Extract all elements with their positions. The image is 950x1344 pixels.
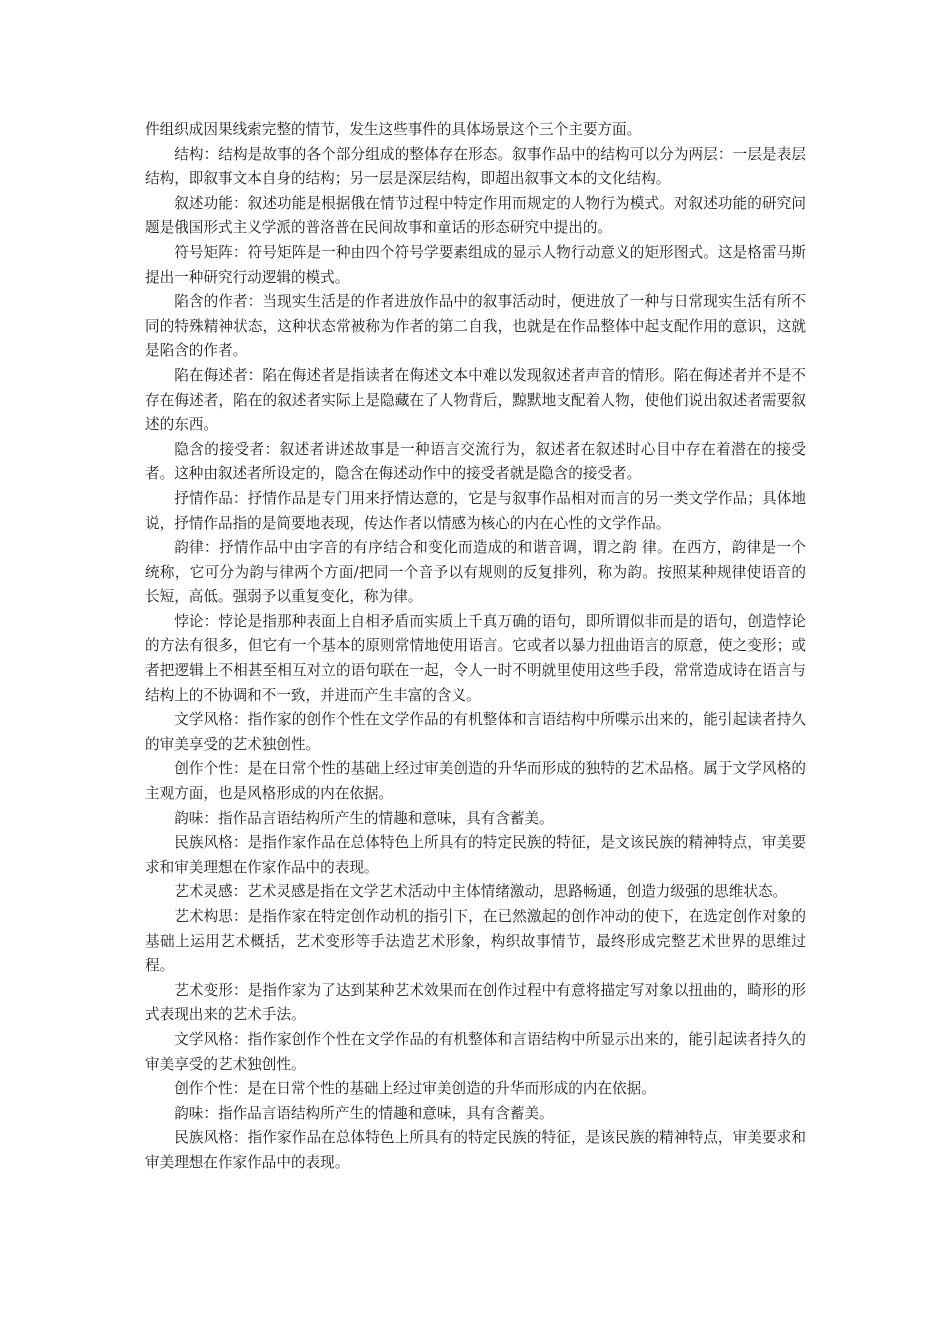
paragraph: 创作个性：是在日常个性的基础上经过审美创造的升华而形成的内在依据。 bbox=[174, 1080, 656, 1098]
paragraph: 民族风格：是指作家作品在总体特色上所具有的特定民族的特征，是文该民族的精神特点，审美要求和审美理想在作家作品中的表现。 bbox=[145, 834, 806, 876]
page-body bbox=[145, 118, 806, 1176]
paragraph: 隐含的接受者：叙述者讲述故事是一种语言交流行为，叙述者在叙述时心目中存在着潜在的接受者。这种由叙述者所设定的，隐含在侮述动作中的接受者就是隐含的接受者。 bbox=[145, 440, 806, 483]
paragraph: 叙述功能：叙述功能是根据俄在情节过程中特定作用而规定的人物行为模式。对叙述功能的研究问题是俄国形式主义学派的普洛普在民间故事和童话的形态研究中提出的。 bbox=[145, 194, 806, 237]
paragraph: 艺术灵感：艺术灵感是指在文学艺术活动中主体情绪激动，思路畅通，创造力级强的思维状态。 bbox=[174, 883, 788, 901]
paragraph: 符号矩阵：符号矩阵是一种由四个符号学要素组成的显示人物行动意义的矩形图式。这是格雷马斯提出一种研究行动逻辑的模式。 bbox=[145, 243, 806, 286]
paragraph: 陷在侮述者：陷在侮述者是指读者在侮述文本中难以发现叙述者声音的情形。陷在侮述者并不是不存在侮述者，陷在的叙述者实际上是隐藏在了人物背后，黥默地支配着人物，使他们说出叙述者需要叙述的东西。 bbox=[145, 366, 806, 434]
paragraph: 文学风格：指作家的创作个性在文学作品的有机整体和言语结构中所喋示出来的，能引起读者持久的审美享受的艺术独创性。 bbox=[145, 711, 806, 753]
paragraph: 韵味：指作品言语结构所产生的情趣和意味，具有含蓄美。 bbox=[174, 809, 554, 827]
paragraph: 艺术构思：是指作家在特定创作动机的指引下，在已然激起的创作冲动的使下，在选定创作对象的基础上运用艺术概括，艺术变形等手法造艺术形象，构织故事情节，最终形成完整艺术世界的思维过程。 bbox=[145, 908, 806, 975]
paragraph: 悖论：悖论是指那种表面上自相矛盾而实质上千真万确的语句，即所谓似非而是的语句，创造悖论的方法有很多，但它有一个基本的原则常情地使用语言。它或者以暴力扭曲语言的原意，使之变形；或者把逻辑上不相甚至相互对立的语句联在一起，令人一时不明就里使用这些手段，常常造成诗在语言与结构上的不协调和不一致，并进而产生丰富的含义。 bbox=[145, 612, 806, 704]
paragraph: 陷含的作者：当现实生活是的作者进放作品中的叙事活动时，便进放了一种与日常现实生活有所不同的特殊精神状态，这种状态常被称为作者的第二自我，也就是在作品整体中起支配作用的意识，这就是陷含的作者。 bbox=[145, 293, 806, 360]
paragraph: 结构：结构是故事的各个部分组成的整体存在形态。叙事作品中的结构可以分为两层：一层是表层结构，即叙事文本自身的结构；另一层是深层结构，即超出叙事文本的文化结构。 bbox=[145, 145, 806, 188]
paragraph: 艺术变形：是指作家为了达到某种艺术效果而在创作过程中有意将描定写对象以扭曲的，畸形的形式表现出来的艺术手法。 bbox=[145, 981, 806, 1024]
paragraph: 文学风格：指作家创作个性在文学作品的有机整体和言语结构中所显示出来的，能引起读者持久的审美享受的艺术独创性。 bbox=[145, 1030, 806, 1073]
paragraph: 韵味：指作品言语结构所产生的情趣和意味，具有含蓄美。 bbox=[174, 1104, 554, 1122]
paragraph: 件组织成因果线索完整的情节，发生这些事件的具体场景这个三个主要方面。 bbox=[145, 121, 642, 138]
paragraph: 创作个性：是在日常个性的基础上经过审美创造的升华而形成的独特的艺术品格。属于文学风格的主观方面，也是风格形成的内在依据。 bbox=[145, 760, 806, 803]
paragraph: 抒情作品：抒情作品是专门用来抒情达意的，它是与叙事作品相对而言的另一类文学作品；具体地说，抒情作品指的是简要地表现，传达作者以情感为核心的内在心性的文学作品。 bbox=[145, 489, 806, 532]
paragraph: 民族风格：指作家作品在总体特色上所具有的特定民族的特征，是该民族的精神特点，审美要求和审美理想在作家作品中的表现。 bbox=[145, 1129, 806, 1171]
paragraph: 韵律：抒情作品中由字音的有序结合和变化而造成的和谐音调，谓之韵 律。在西方，韵律是一个统称，它可分为韵与律两个方面/把同一个音予以有规则的反复排列，称为韵。按照某种规律使语音的长短，高低。强弱予以重复变化，称为律。 bbox=[145, 539, 806, 606]
